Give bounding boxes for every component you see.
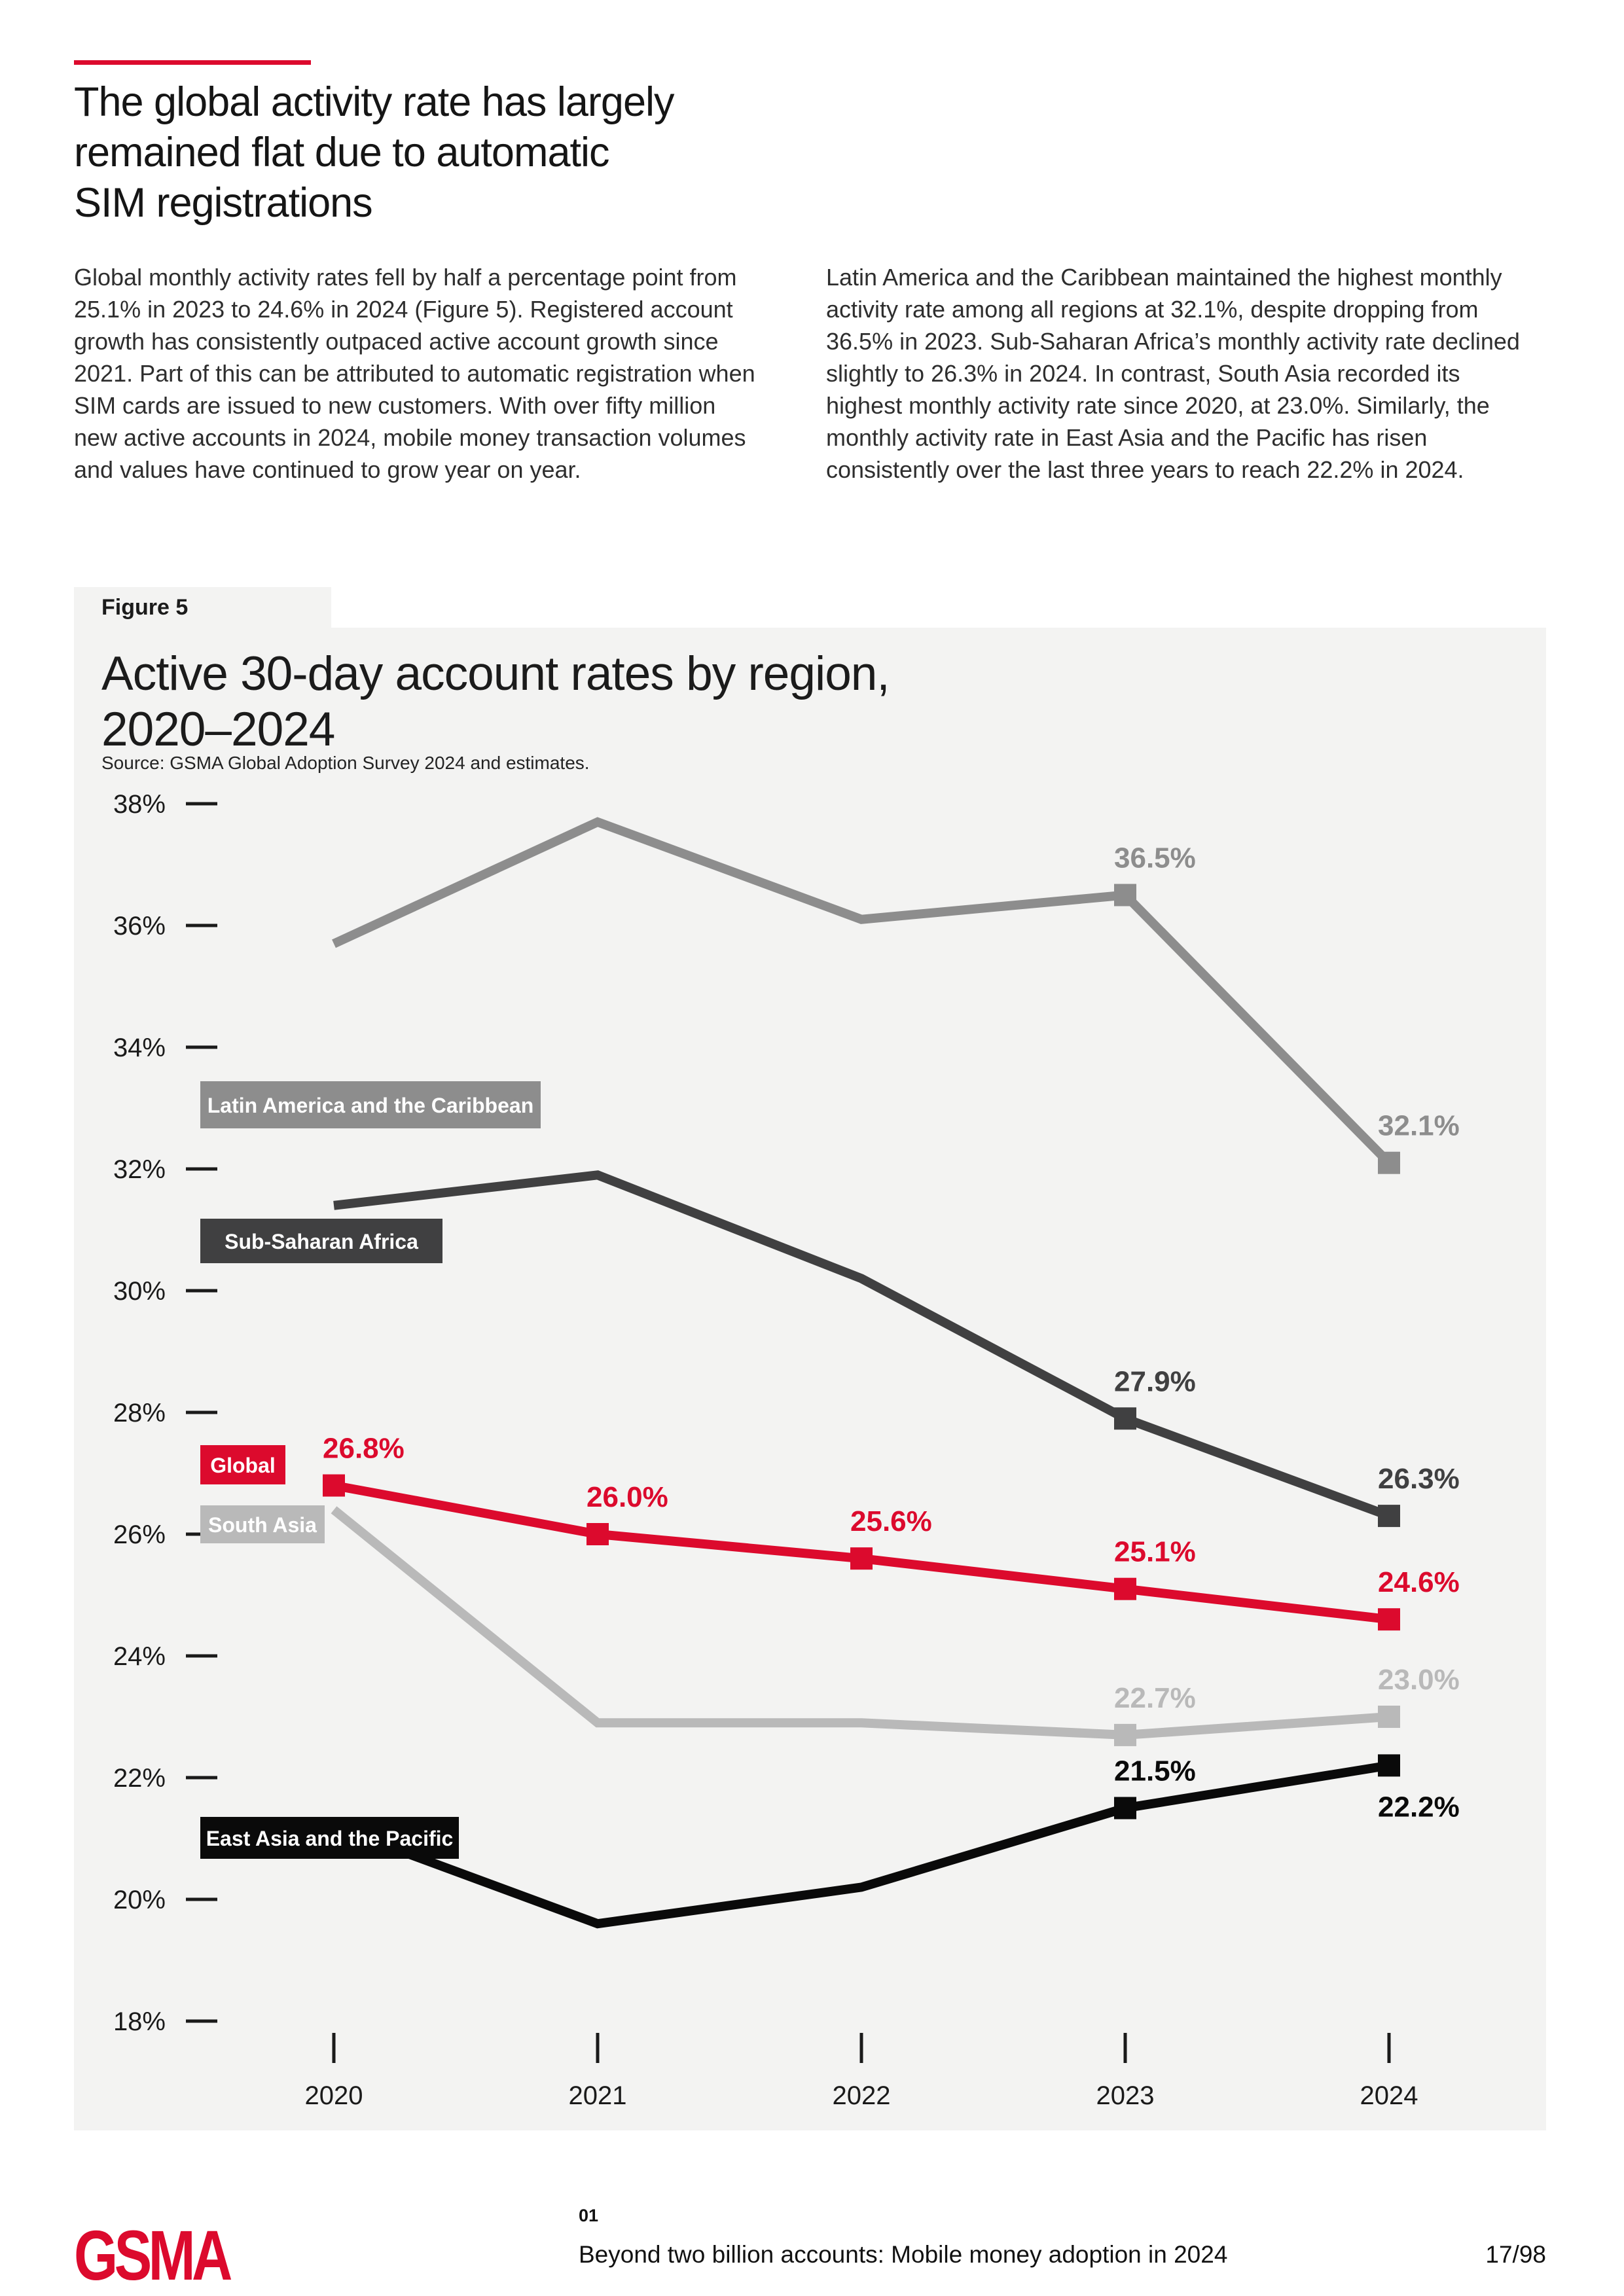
data-point-marker [586, 1523, 609, 1545]
figure-source: Source: GSMA Global Adoption Survey 2024 and estimates. [101, 753, 590, 773]
data-point-marker [1378, 1152, 1400, 1174]
y-axis-label: 30% [113, 1277, 166, 1306]
value-label: 25.1% [1114, 1535, 1196, 1568]
value-label: 25.6% [850, 1505, 932, 1538]
page-title-line: The global activity rate has largely [74, 79, 674, 125]
y-axis-label: 32% [113, 1155, 166, 1184]
legend-badge-label: Latin America and the Caribbean [207, 1094, 534, 1117]
value-label: 22.2% [1378, 1791, 1460, 1823]
y-axis-label: 24% [113, 1642, 166, 1671]
body-paragraph-left: Global monthly activity rates fell by half a percentage point from 25.1% in 2023 to 24.6% in 2024 (Figure 5). Registered account growth has consistently outpaced active account growth since 2021. Part of this can be attributed to automatic registration when SIM cards are issued to new customers. With over fifty million new active accounts in 2024, mobile money transaction volumes and values have continued to grow year on year. [74, 264, 755, 483]
data-point-marker [1114, 1724, 1136, 1746]
value-label: 24.6% [1378, 1566, 1460, 1599]
legend-badge-label: South Asia [208, 1513, 317, 1537]
x-axis-label: 2020 [304, 2081, 363, 2110]
legend-badge-label: Global [210, 1454, 276, 1477]
data-point-marker [1378, 1505, 1400, 1527]
figure-tag-label: Figure 5 [101, 594, 189, 620]
y-axis-label: 36% [113, 912, 166, 941]
legend-badge-label: Sub-Saharan Africa [225, 1230, 418, 1253]
x-axis-label: 2021 [568, 2081, 627, 2110]
y-axis-label: 28% [113, 1399, 166, 1427]
data-point-marker [1378, 1706, 1400, 1728]
y-axis-label: 20% [113, 1886, 166, 1914]
y-axis-label: 34% [113, 1033, 166, 1062]
x-axis-label: 2023 [1096, 2081, 1155, 2110]
page-title-line: SIM registrations [74, 179, 372, 226]
value-label: 32.1% [1378, 1109, 1460, 1142]
footer-page-number: 17/98 [1485, 2241, 1546, 2268]
data-point-marker [1114, 1578, 1136, 1600]
series-line [334, 1765, 1389, 1924]
data-point-marker [323, 1475, 345, 1497]
figure-title-line: 2020–2024 [101, 702, 335, 756]
x-axis-label: 2022 [832, 2081, 891, 2110]
value-label: 23.0% [1378, 1664, 1460, 1696]
footer-chapter-number: 01 [579, 2206, 599, 2225]
y-axis-label: 22% [113, 1764, 166, 1793]
data-point-marker [1114, 884, 1136, 906]
value-label: 22.7% [1114, 1681, 1196, 1714]
data-point-marker [1378, 1608, 1400, 1630]
value-label: 26.0% [586, 1481, 668, 1513]
value-label: 26.3% [1378, 1463, 1460, 1496]
value-label: 21.5% [1114, 1755, 1196, 1787]
footer-report-title: Beyond two billion accounts: Mobile money adoption in 2024 [579, 2241, 1228, 2268]
gsma-logo: GSMA [74, 2215, 229, 2295]
data-point-marker [1114, 1797, 1136, 1820]
series-line [334, 1510, 1389, 1735]
x-axis-label: 2024 [1360, 2081, 1418, 2110]
data-point-marker [1114, 1407, 1136, 1429]
y-axis-label: 26% [113, 1520, 166, 1549]
value-label: 27.9% [1114, 1365, 1196, 1398]
y-axis-label: 38% [113, 790, 166, 819]
figure-title-line: Active 30-day account rates by region, [101, 647, 890, 700]
body-paragraph-right: Latin America and the Caribbean maintained the highest monthly activity rate among all regions at 32.1%, despite dropping from 36.5% in 2023. Sub-Saharan Africa’s monthly activity rate declined slightly to 26.3% in 2024. In contrast, South Asia recorded its highest monthly activity rate since 2020, at 23.0%. Similarly, the monthly activity rate in East Asia and the Pacific has risen consistently over the last three years to reach 22.2% in 2024. [826, 264, 1520, 483]
value-label: 26.8% [323, 1432, 405, 1465]
page-title-line: remained flat due to automatic [74, 129, 609, 175]
y-axis-label: 18% [113, 2007, 166, 2036]
series-line [334, 1175, 1389, 1516]
data-point-marker [850, 1547, 873, 1570]
value-label: 36.5% [1114, 842, 1196, 874]
data-point-marker [1378, 1754, 1400, 1776]
legend-badge-label: East Asia and the Pacific [206, 1827, 454, 1850]
